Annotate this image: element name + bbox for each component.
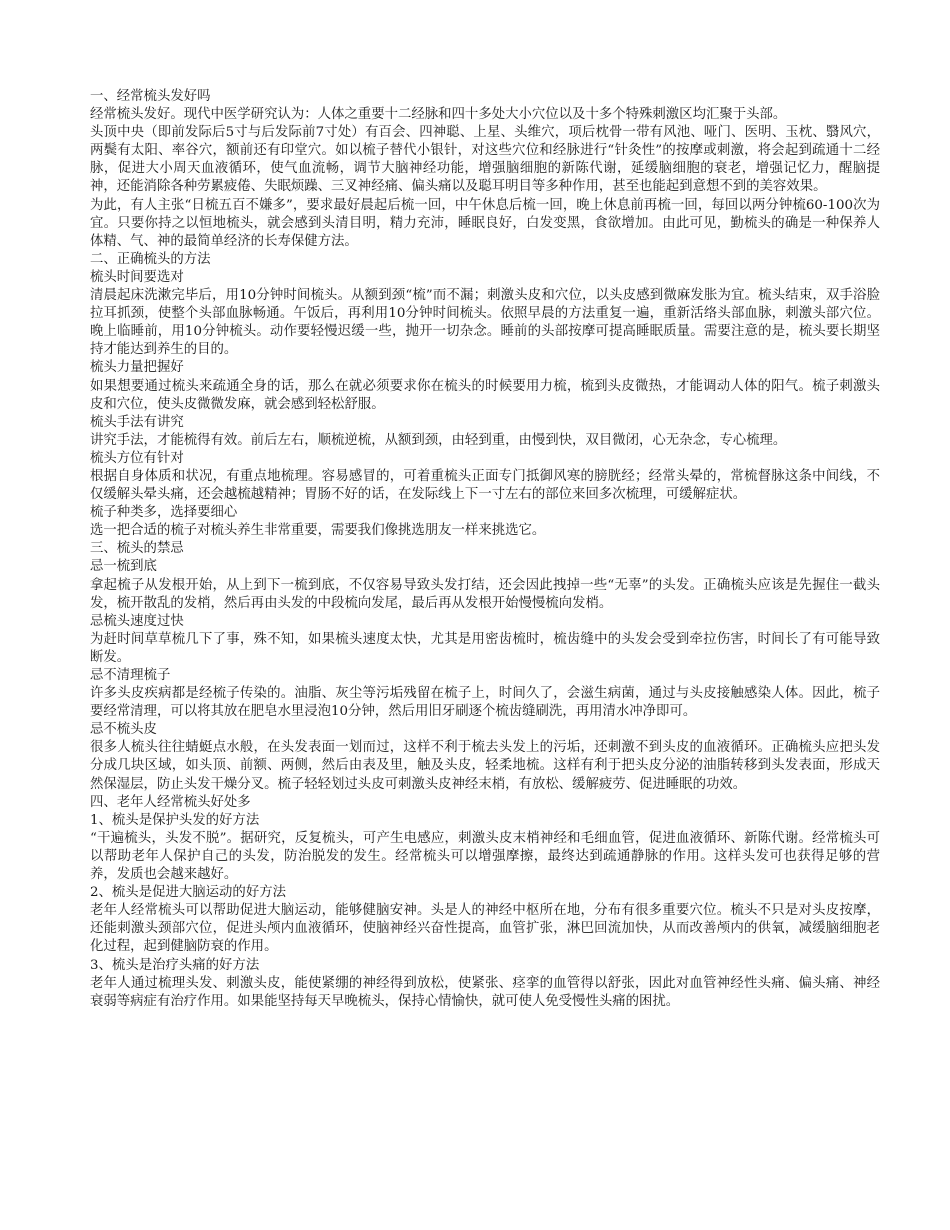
section-3-paragraph: 很多人梳头往往蜻蜓点水般，在头发表面一划而过，这样不利于梳去头发上的污垢，还刺激不到头皮的血液循环。正确梳头应把头发分成几块区域，如头顶、前额、两侧，然后由表及里，触及头皮，轻柔地梳。这样有利于把头皮分泌的油脂转移到头发表面，形成天然保湿层，防止头发干燥分叉。梳子轻轻划过头皮可刺激头皮神经末梢，有放松、缓解疲劳、促进睡眠的功效。 bbox=[90, 740, 880, 792]
section-2-paragraph: 如果想要通过梳头来疏通全身的话，那么在就必须要求你在梳头的时候要用力梳，梳到头皮微热，才能调动人体的阳气。梳子刺激头皮和穴位，使头皮微微发麻，就会感到轻松舒服。 bbox=[90, 378, 880, 412]
subheading: 梳头手法有讲究 bbox=[90, 414, 184, 430]
subheading: 2、梳头是促进大脑运动的好方法 bbox=[90, 885, 286, 901]
section-heading-1: 一、经常梳头发好吗 bbox=[90, 89, 211, 104]
section-2-paragraph: 清晨起床洗漱完毕后，用10分钟时间梳头。从额到颈“梳”而不漏；刺激头皮和穴位，以头皮感到微麻发胀为宜。梳头结束，双手浴脸拉耳抓颈，使整个头部血脉畅通。午饭后，再利用10分钟时间梳头。依照早晨的方法重复一遍，重新活络头部血脉，刺激头部穴位。晚上临睡前，用10分钟梳头。动作要轻慢迟缓一些，抛开一切杂念。睡前的头部按摩可提高睡眠质量。需要注意的是，梳头要长期坚持才能达到养生的目的。 bbox=[90, 288, 880, 358]
section-1-paragraph: 经常梳头发好。现代中医学研究认为：人体之重要十二经脉和四十多处大小穴位以及十多个特殊刺激区均汇聚于头部。 bbox=[90, 107, 787, 123]
subheading: 梳头方位有针对 bbox=[90, 450, 184, 466]
section-3-paragraph: 拿起梳子从发根开始，从上到下一梳到底，不仅容易导致头发打结，还会因此拽掉一些“无辜”的头发。正确梳头应该是先握住一截头发，梳开散乱的发梢，然后再由头发的中段梳向发尾，最后再从发根开始慢慢梳向发梢。 bbox=[90, 577, 880, 611]
subheading: 梳头时间要选对 bbox=[90, 269, 184, 285]
section-2-paragraph: 根据自身体质和状况，有重点地梳理。容易感冒的，可着重梳头正面专门抵御风寒的膀胱经；经常头晕的，常梳督脉这条中间线，不仅缓解头晕头痛，还会越梳越精神；胃肠不好的话，在发际线上下一寸左右的部位来回多次梳理，可缓解症状。 bbox=[90, 468, 880, 503]
section-4-paragraph: “干遍梳头，头发不脱”。据研究，反复梳头，可产生电感应，刺激头皮末梢神经和毛细血管，促进血液循环、新陈代谢。经常梳头可以帮助老年人保护自己的头发，防治脱发的发生。经常梳头可以增强摩擦，最终达到疏通静脉的作用。这样头发可也获得足够的营养，发质也会越来越好。 bbox=[90, 830, 880, 883]
section-2-paragraph: 讲究手法，才能梳得有效。前后左右，顺梳逆梳，从额到颈，由轻到重，由慢到快，双目微闭，心无杂念，专心梳理。 bbox=[90, 432, 787, 448]
section-2-paragraph: 选一把合适的梳子对梳头养生非常重要，需要我们像挑选朋友一样来挑选它。 bbox=[90, 523, 546, 539]
section-heading-3: 三、梳头的禁忌 bbox=[90, 541, 184, 557]
section-heading-4: 四、老年人经常梳头好处多 bbox=[90, 794, 251, 810]
section-4-paragraph: 老年人通过梳理头发、刺激头皮，能使紧绷的神经得到放松，使紧张、痉挛的血管得以舒张，因此对血管神经性头痛、偏头痛、神经衰弱等病症有治疗作用。如果能坚持每天早晚梳头，保持心情愉快，就可使人免受慢性头痛的困扰。 bbox=[90, 975, 880, 1009]
subheading: 忌不梳头皮 bbox=[90, 722, 157, 738]
section-1-paragraph: 为此，有人主张“日梳五百不嫌多”，要求最好晨起后梳一回，中午休息后梳一回，晚上休息前再梳一回，每回以两分钟梳60-100次为宜。只要你持之以恒地梳头，就会感到头清目明，精力充沛，睡眠良好，白发变黑，食欲增加。由此可见，勤梳头的确是一种保养人体精、气、神的最简单经济的长寿保健方法。 bbox=[90, 197, 880, 249]
section-3-paragraph: 许多头皮疾病都是经梳子传染的。油脂、灰尘等污垢残留在梳子上，时间久了，会滋生病菌，通过与头皮接触感染人体。因此，梳子要经常清理，可以将其放在肥皂水里浸泡10分钟，然后用旧牙刷逐个梳齿缝刷洗，再用清水冲净即可。 bbox=[90, 686, 880, 720]
section-3-paragraph: 为赶时间草草梳几下了事，殊不知，如果梳头速度太快，尤其是用密齿梳时，梳齿缝中的头发会受到牵拉伤害，时间长了有可能导致断发。 bbox=[90, 631, 880, 665]
subheading: 梳头力量把握好 bbox=[90, 360, 184, 376]
subheading: 梳子种类多，选择要细心 bbox=[90, 505, 238, 521]
section-4-paragraph: 老年人经常梳头可以帮助促进大脑运动，能够健脑安神。头是人的神经中枢所在地，分布有很多重要穴位。梳头不只是对头皮按摩，还能刺激头颈部穴位，促进头颅内血液循环，使脑神经兴奋性提高，血管扩张，淋巴回流加快，从而改善颅内的供氧，减缓脑细胞老化过程，起到健脑防衰的作用。 bbox=[90, 903, 880, 955]
subheading: 忌梳头速度过快 bbox=[90, 613, 184, 629]
subheading: 忌一梳到底 bbox=[90, 559, 157, 575]
section-1-paragraph: 头顶中央（即前发际后5寸与后发际前7寸处）有百会、四神聪、上星、头维穴，项后枕骨一带有风池、哑门、医明、玉枕、翳风穴，两鬓有太阳、率谷穴，额前还有印堂穴。如以梳子替代小银针，对这些穴位和经脉进行“针灸性”的按摩或刺激，将会起到疏通十二经脉，促进大小周天血液循环，使气血流畅，调节大脑神经功能，增强脑细胞的新陈代谢，延缓脑细胞的衰老，增强记忆力，醒脑提神，还能消除各种劳累疲倦、失眠烦躁、三叉神经痛、偏头痛以及聪耳明目等多种作用，甚至也能起到意想不到的美容效果。 bbox=[90, 125, 880, 195]
subheading: 忌不清理梳子 bbox=[90, 668, 171, 683]
section-heading-2: 二、正确梳头的方法 bbox=[90, 251, 211, 267]
subheading: 1、梳头是保护头发的好方法 bbox=[90, 812, 260, 828]
subheading: 3、梳头是治疗头痛的好方法 bbox=[90, 957, 260, 973]
